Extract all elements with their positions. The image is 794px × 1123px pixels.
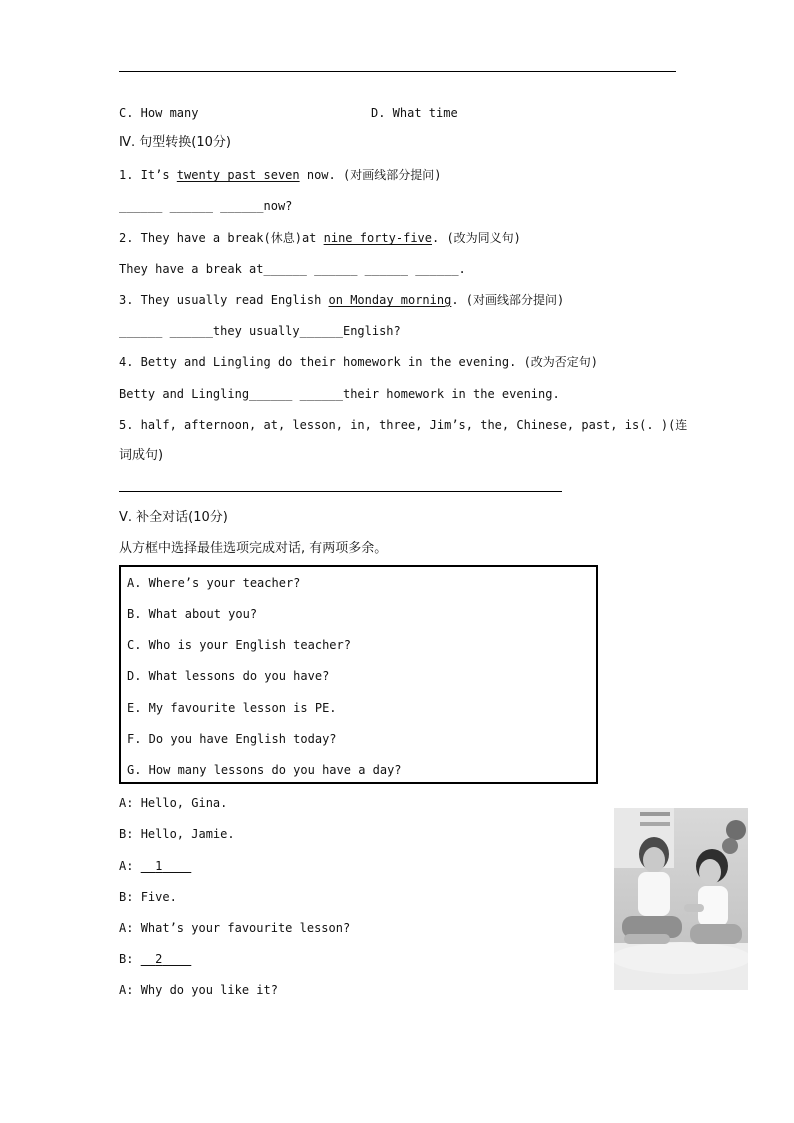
dialogue-line: B: Hello, Jamie. <box>119 827 235 841</box>
section4-heading: Ⅳ. 句型转换(10分) <box>119 135 231 150</box>
section5-instruction: 从方框中选择最佳选项完成对话, 有两项多余。 <box>119 541 388 556</box>
option-item-b: B. What about you? <box>127 607 258 621</box>
question-4: 4. Betty and Lingling do their homework in the evening. (改为否定句) <box>119 355 599 369</box>
option-item-d: D. What lessons do you have? <box>127 669 330 683</box>
question-5-line2: 词成句) <box>119 448 164 463</box>
dialogue-line: A: 1 <box>119 858 191 874</box>
option-item-f: F. Do you have English today? <box>127 732 337 746</box>
option-c: C. How many <box>119 106 199 120</box>
girls-photo <box>614 808 748 990</box>
dialogue-line: B: Five. <box>119 890 177 904</box>
answer-2: They have a break at______ ______ ______ ______. <box>119 262 466 276</box>
answer-1: ______ ______ ______now? <box>119 199 293 213</box>
dialogue-line: A: Hello, Gina. <box>119 796 228 810</box>
section5-heading: Ⅴ. 补全对话(10分) <box>119 510 228 525</box>
option-item-a: A. Where’s your teacher? <box>127 576 301 590</box>
question-1: 1. It’s twenty past seven now. (对画线部分提问) <box>119 168 442 182</box>
option-item-c: C. Who is your English teacher? <box>127 638 351 652</box>
dialogue-line: A: Why do you like it? <box>119 983 278 997</box>
dialogue-blank: 2 <box>155 952 163 966</box>
answer-5-line <box>119 491 562 492</box>
option-item-g: G. How many lessons do you have a day? <box>127 763 402 777</box>
question-3: 3. They usually read English on Monday morning. (对画线部分提问) <box>119 293 565 307</box>
option-item-e: E. My favourite lesson is PE. <box>127 701 337 715</box>
question-5-line1: 5. half, afternoon, at, lesson, in, three, Jim’s, the, Chinese, past, is(. )(连 <box>119 418 688 432</box>
answer-3: ______ ______they usually______English? <box>119 324 401 338</box>
option-d: D. What time <box>371 106 458 120</box>
top-rule <box>119 71 676 72</box>
dialogue-line: B: 2 <box>119 951 191 967</box>
answer-4: Betty and Lingling______ ______their homework in the evening. <box>119 387 560 401</box>
dialogue-line: A: What’s your favourite lesson? <box>119 921 351 935</box>
dialogue-blank: 1 <box>155 859 163 873</box>
question-2: 2. They have a break(休息)at nine forty-five. (改为同义句) <box>119 231 521 245</box>
